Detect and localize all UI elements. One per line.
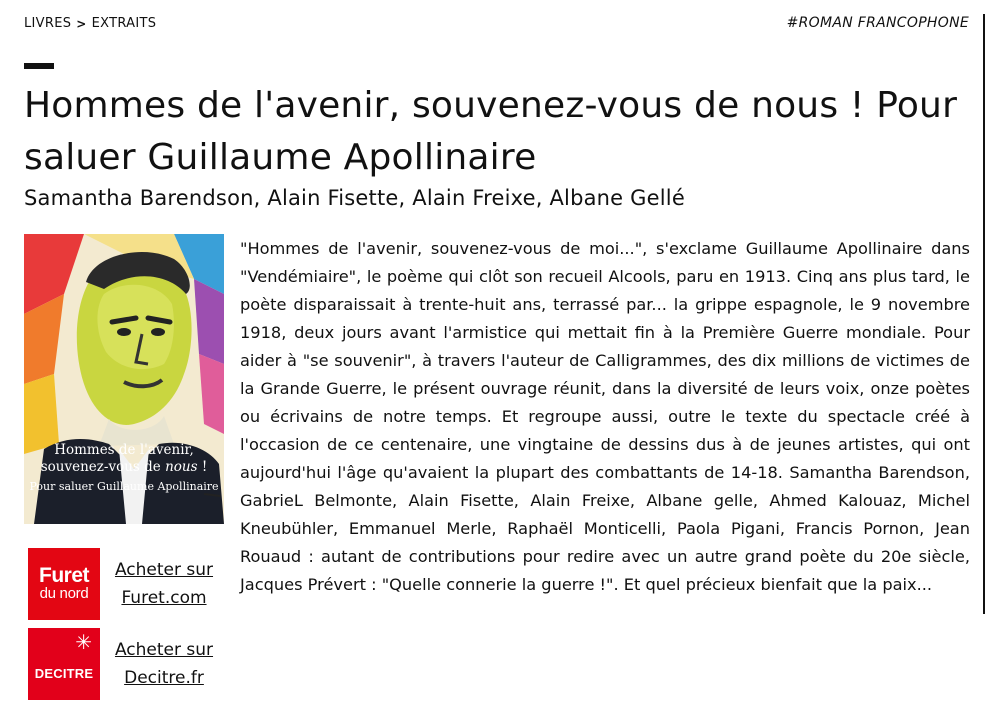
furet-shop [28,548,216,620]
cover-title-emphasis: nous [165,459,198,475]
cover-subtitle: Pour saluer Guillaume Apollinaire [29,480,219,493]
breadcrumb [24,16,156,31]
book-cover[interactable] [24,234,224,524]
cover-title-line2 [24,459,224,476]
book-authors: Samantha Barendson, Alain Fisette, Alain Freixe, Albane Gellé [24,186,685,210]
buy-on-decitre-link[interactable] [112,636,216,692]
breadcrumb-livres[interactable]: LIVRES [24,16,72,31]
title-accent-bar [24,63,54,69]
cover-title-line1: Hommes de l'avenir, [54,442,194,458]
decitre-shop [28,628,216,700]
cover-title-text [24,442,224,495]
breadcrumb-separator: > [76,16,87,31]
genre-tag[interactable]: #ROMAN FRANCOPHONE [786,15,969,31]
decitre-star-icon: ✳ [75,632,92,654]
page-title: Hommes de l'avenir, souvenez-vous de nous ! Pour saluer Guillaume Apollinaire [24,85,958,178]
book-description: "Hommes de l'avenir, souvenez-vous de moi...", s'exclame Guillaume Apollinaire dans "Vendémiaire", le poème qui clôt son recueil Alcools, paru en 1913. Cinq ans plus tard, le poète disparaissait à trente-huit ans, terrassé par... la grippe espagnole, le 9 novembre 1918, deux jours avant l'armistice qui mettait fin à la Première Guerre mondiale. Pour aider à "se souvenir", à travers l'auteur de Calligrammes, des dix millions de victimes de la Grande Guerre, le présent ouvrage réunit, dans la diversité de leurs voix, onze poètes ou écrivains de notre temps. Et regroupe aussi, outre le texte du spectacle créé à l'occasion de ce centenaire, une vingtaine de dessins dus à de jeunes artistes, qui ont aujourd'hui l'âge qu'avaient la plupart des combattants de 14-18. Samantha Barendson, GabrieL Belmonte, Alain Fisette, Alain Freixe, Albane gelle, Ahmed Kalouaz, Michel Kneubühler, Emmanuel Merle, Raphaël Monticelli, Paola Pigani, Francis Pornon, Jean Rouaud : autant de contributions pour redire avec un autre grand poète du 20e siècle, Jacques Prévert : "Quelle connerie la guerre !". Et quel précieux bienfait que la paix... [240,239,970,594]
cover-title-line2-prefix: souvenez-vous de [40,459,166,475]
breadcrumb-extraits[interactable]: EXTRAITS [91,16,157,31]
cover-title-line2-suffix: ! [197,459,208,475]
furet-du-nord-logo[interactable] [28,548,100,620]
furet-logo-line2: du nord [39,585,89,602]
buy-on-furet-link[interactable] [112,556,216,612]
furet-logo-line1: Furet [39,564,89,587]
furet-link-line2: Furet.com [121,588,207,608]
decitre-logo-text: DECITRE [34,665,94,681]
decitre-logo[interactable] [28,628,100,700]
furet-link-line1: Acheter sur [114,560,214,580]
decitre-link-line1: Acheter sur [114,640,214,660]
decitre-link-line2: Decitre.fr [124,668,204,688]
